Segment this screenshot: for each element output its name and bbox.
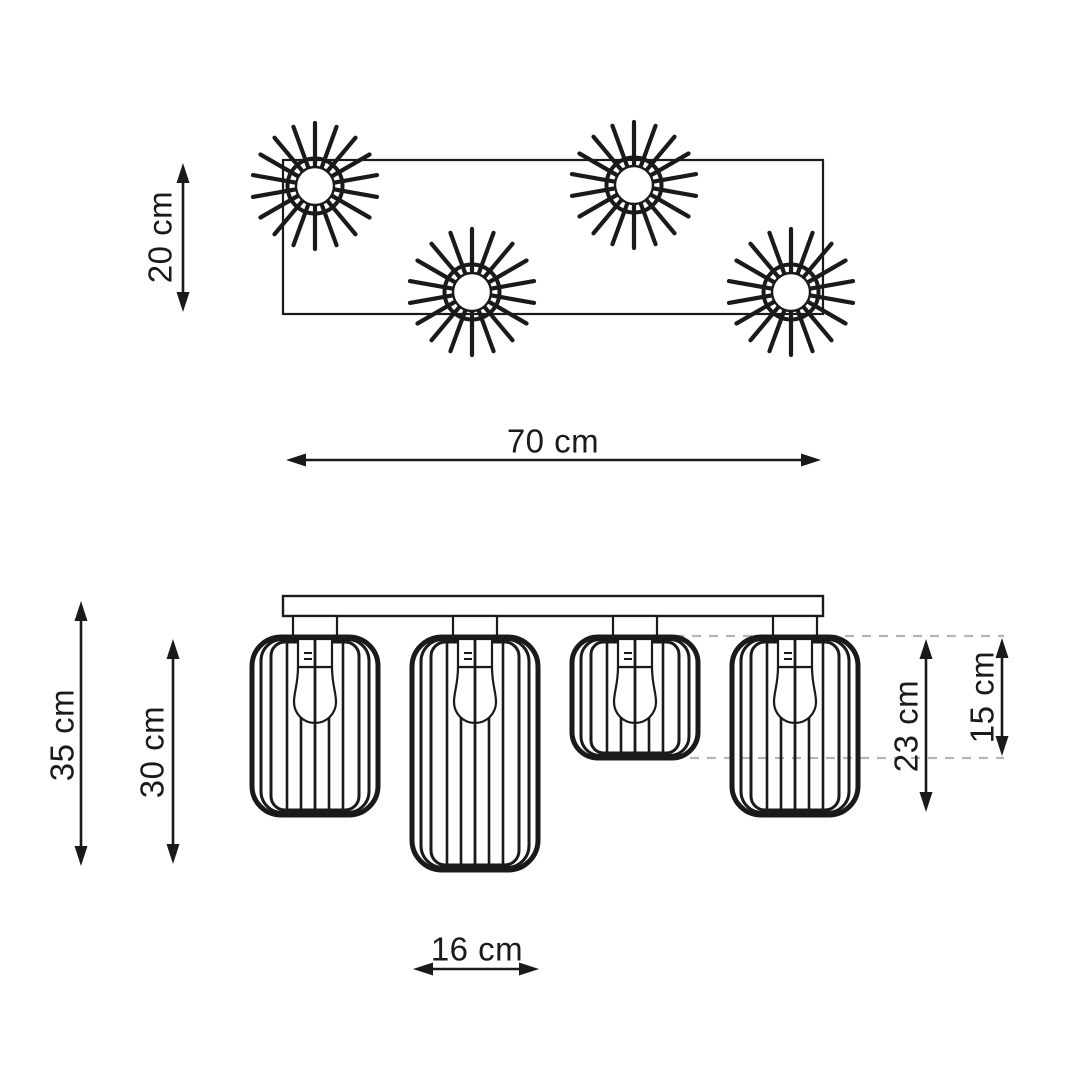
dim-label-depth: 20 cm	[141, 190, 179, 284]
arrowhead	[286, 454, 306, 467]
ceiling-bar	[283, 596, 823, 616]
arrowhead	[167, 639, 180, 659]
dim-label-shade-large-height: 30 cm	[133, 705, 171, 799]
arrowhead	[177, 292, 190, 312]
dim-label-overall-height: 35 cm	[43, 688, 81, 782]
arrowhead	[177, 163, 190, 183]
drawing-layer	[75, 122, 1009, 976]
arrowhead	[920, 792, 933, 812]
shade-top-view-1	[253, 123, 377, 249]
dim-label-overall-width: 70 cm	[506, 422, 600, 460]
shade-front-view-3	[572, 637, 698, 758]
arrowhead	[75, 846, 88, 866]
arrowhead	[920, 639, 933, 659]
shade-front-view-1	[252, 637, 378, 815]
sunburst-center	[453, 273, 491, 311]
dim-label-shade-small-height: 15 cm	[963, 650, 1001, 744]
sunburst-center	[296, 167, 334, 205]
top-view	[253, 122, 853, 355]
canopy-outline-top-view	[283, 160, 823, 314]
dim-label-shade-medium-height: 23 cm	[887, 679, 925, 773]
shade-front-view-4	[732, 637, 858, 815]
shade-top-view-3	[410, 229, 534, 355]
dim-label-shade-diameter: 16 cm	[430, 930, 524, 968]
dimension-labels	[44, 191, 1001, 968]
shade-top-view-2	[572, 122, 696, 248]
sunburst-center	[615, 166, 653, 204]
arrowhead	[167, 844, 180, 864]
sunburst-center	[772, 273, 810, 311]
arrowhead	[801, 454, 821, 467]
shade-top-view-4	[729, 229, 853, 355]
shade-front-view-2	[412, 637, 538, 870]
arrowhead	[75, 601, 88, 621]
